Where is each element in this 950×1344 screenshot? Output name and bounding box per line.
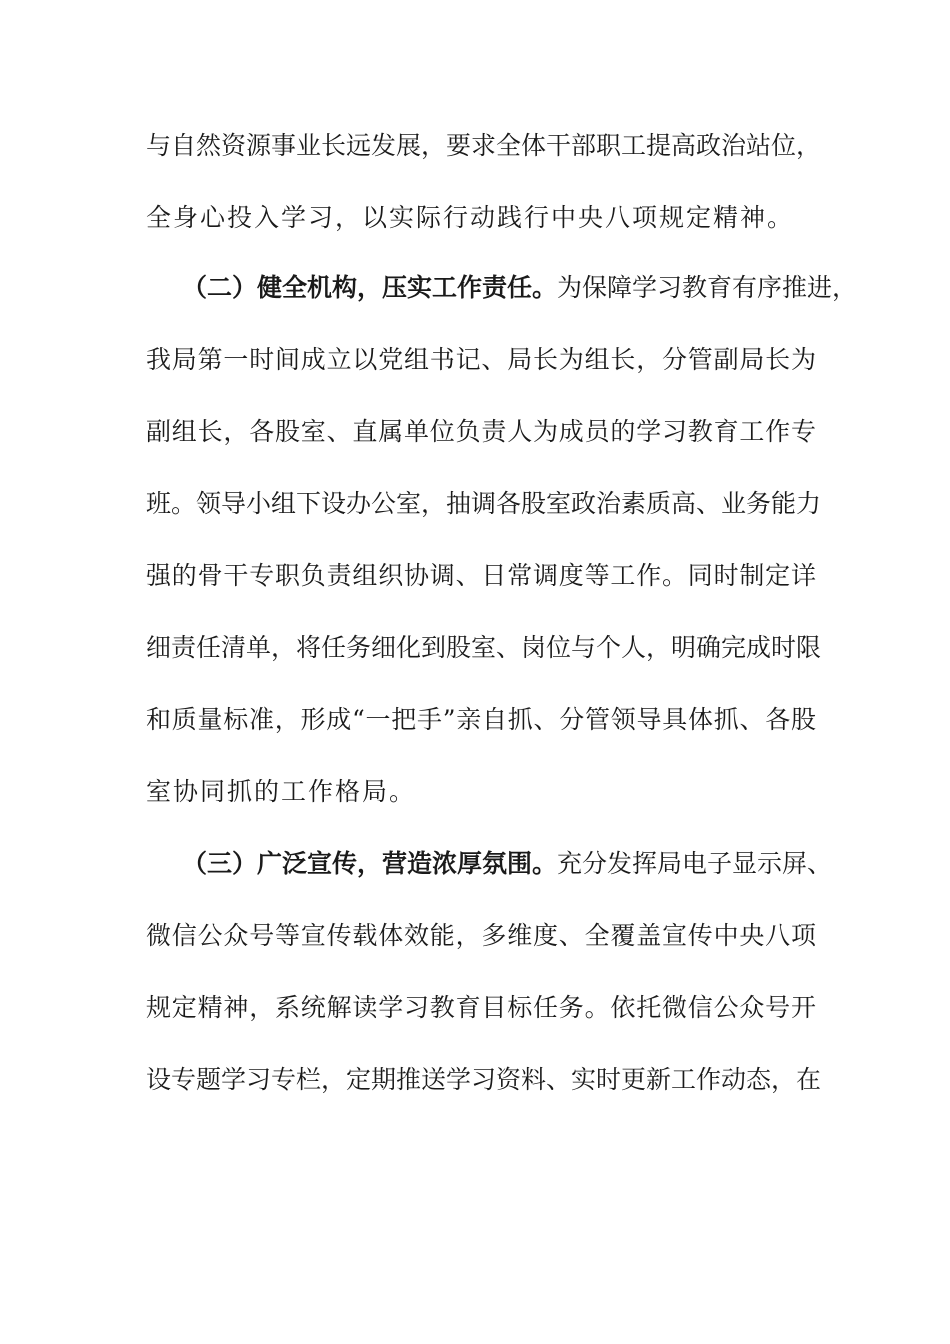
paragraph-line: 和质量标准，形成“一把手”亲自抓、分管领导具体抓、各股 [146, 705, 816, 734]
section-2-first-line [182, 268, 858, 308]
paragraph-line: 班。领导小组下设办公室，抽调各股室政治素质高、业务能力 [146, 489, 822, 518]
section-3-heading: （三）广泛宣传，营造浓厚氛围。 [182, 849, 558, 878]
paragraph-line: 微信公众号等宣传载体效能，多维度、全覆盖宣传中央八项 [146, 921, 816, 950]
paragraph-line: 强的骨干专职负责组织协调、日常调度等工作。同时制定详 [146, 561, 816, 590]
paragraph-line: 室协同抓的工作格局。 [146, 777, 417, 806]
paragraph-line: 全身心投入学习，以实际行动践行中央八项规定精神。 [146, 203, 795, 232]
section-2-first-line-text: 为保障学习教育有序推进， [557, 273, 858, 302]
paragraph-line: 设专题学习专栏，定期推送学习资料、实时更新工作动态，在 [146, 1065, 822, 1094]
paragraph-line: 规定精神，系统解读学习教育目标任务。依托微信公众号开 [146, 993, 816, 1022]
paragraph-line: 副组长，各股室、直属单位负责人为成员的学习教育工作专 [146, 417, 816, 446]
paragraph-line: 我局第一时间成立以党组书记、局长为组长，分管副局长为 [146, 345, 816, 374]
section-2-heading: （二）健全机构，压实工作责任。 [182, 273, 558, 302]
paragraph-line: 与自然资源事业长远发展，要求全体干部职工提高政治站位， [146, 131, 822, 160]
paragraph-line: 细责任清单，将任务细化到股室、岗位与个人，明确完成时限 [146, 633, 822, 662]
section-3-first-line-text: 充分发挥局电子显示屏、 [557, 849, 833, 878]
section-3-first-line [182, 844, 833, 884]
